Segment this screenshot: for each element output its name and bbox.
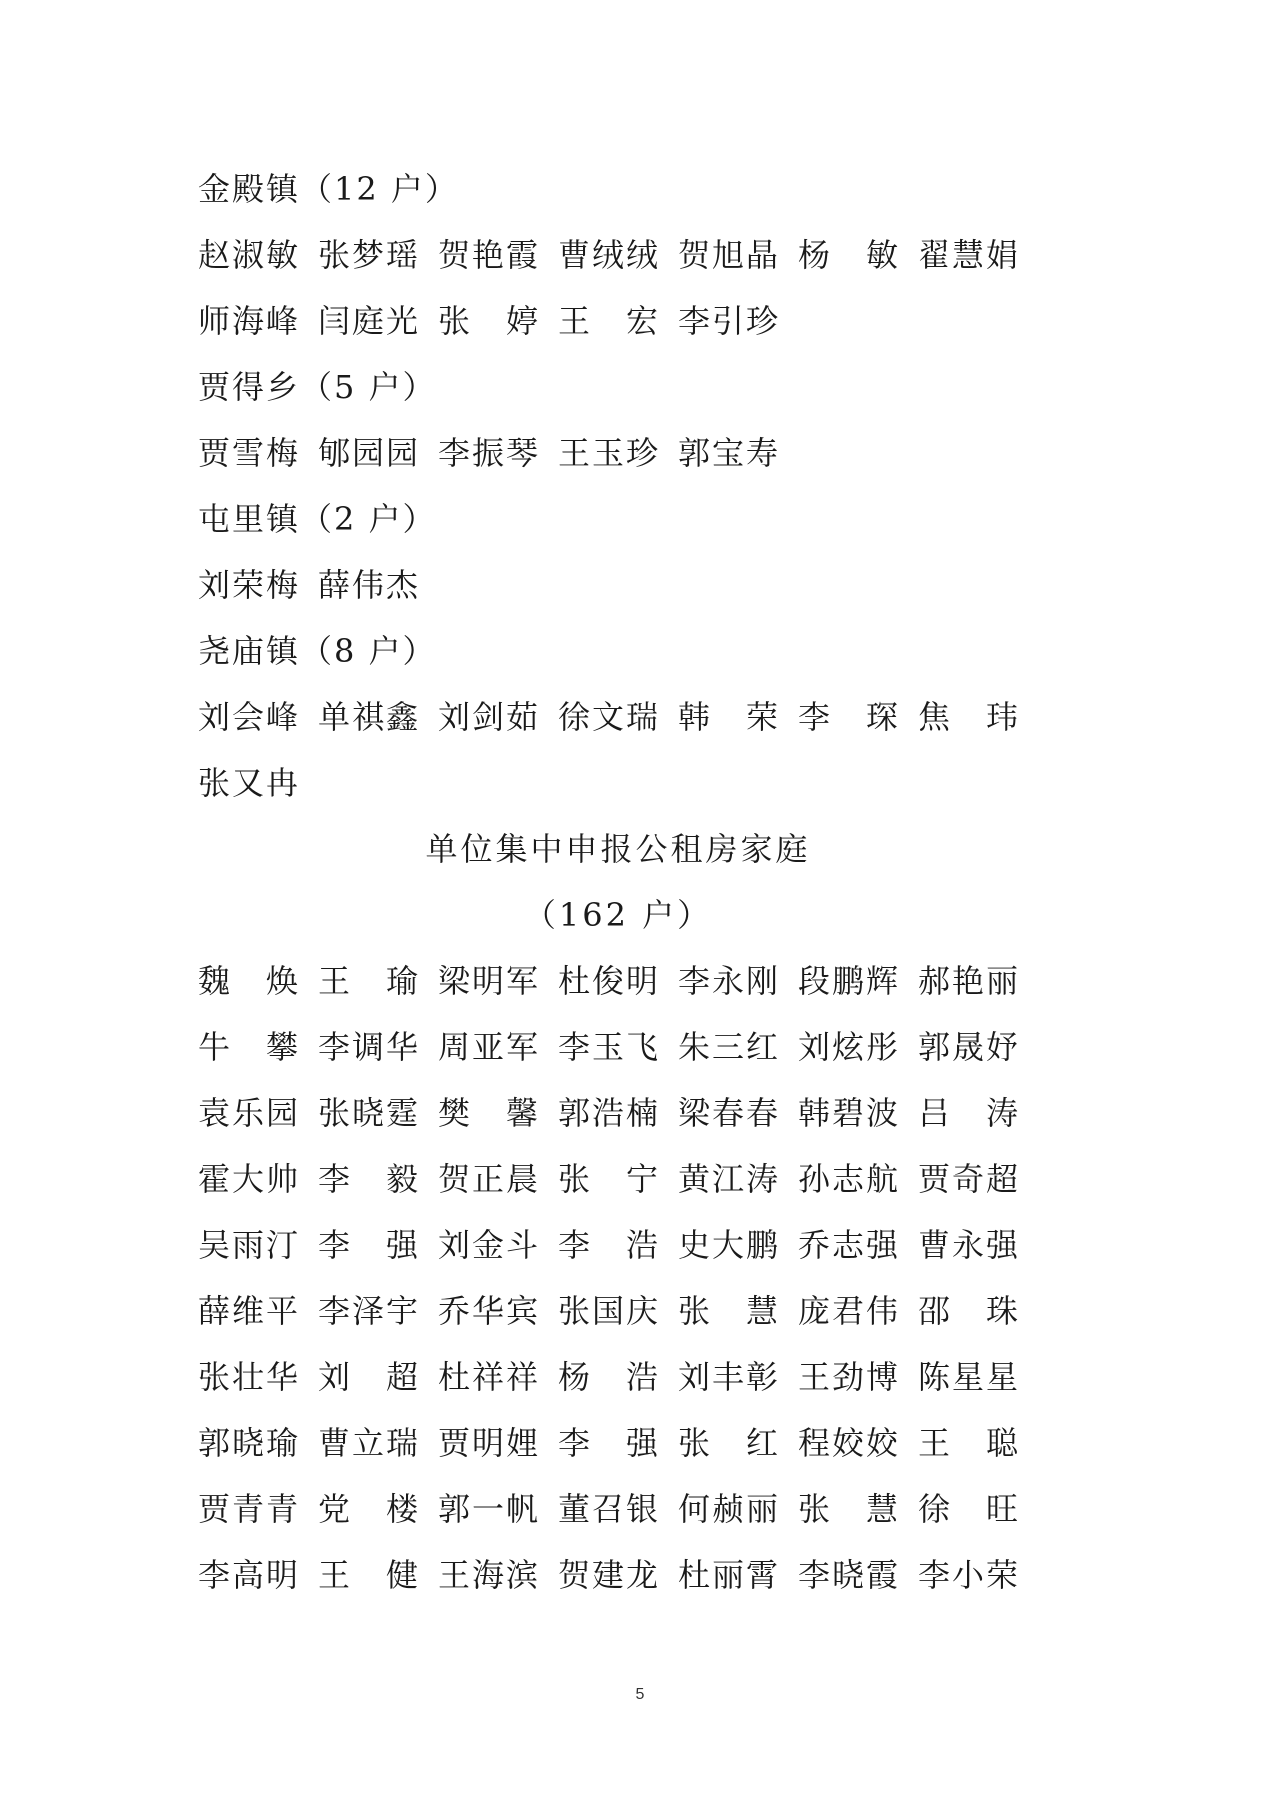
- household-name: 霍大帅: [198, 1160, 301, 1198]
- household-name: 贾青青: [198, 1490, 301, 1528]
- household-name: 王劲博: [798, 1358, 901, 1396]
- household-name: 杜俊明: [558, 962, 661, 1000]
- name-row: [198, 286, 1038, 352]
- household-name: 张 红: [678, 1424, 781, 1462]
- name-row: [198, 1078, 1038, 1144]
- household-name: 刘丰彰: [678, 1358, 781, 1396]
- name-row: [198, 748, 1038, 814]
- household-name: 单祺鑫: [318, 698, 421, 736]
- household-name: 师海峰: [198, 302, 301, 340]
- household-name: 刘金斗: [438, 1226, 541, 1264]
- household-name: 焦 玮: [918, 698, 1021, 736]
- household-name: 徐 旺: [918, 1490, 1021, 1528]
- name-row: [198, 1276, 1038, 1342]
- household-name: 张 宁: [558, 1160, 661, 1198]
- household-name: 梁明军: [438, 962, 541, 1000]
- household-name: 杜丽霄: [678, 1556, 781, 1594]
- household-name: 曹永强: [918, 1226, 1021, 1264]
- household-name: 郭宝寿: [678, 434, 781, 472]
- household-name: 李 强: [318, 1226, 421, 1264]
- household-name: 刘荣梅: [198, 566, 301, 604]
- household-name: 刘剑茹: [438, 698, 541, 736]
- household-name: 张壮华: [198, 1358, 301, 1396]
- household-name: 梁春春: [678, 1094, 781, 1132]
- household-name: 袁乐园: [198, 1094, 301, 1132]
- household-name: 孙志航: [798, 1160, 901, 1198]
- household-name: 贺正晨: [438, 1160, 541, 1198]
- household-name: 朱三红: [678, 1028, 781, 1066]
- household-name: 樊 馨: [438, 1094, 541, 1132]
- name-row: [198, 1540, 1038, 1606]
- household-name: 魏 焕: [198, 962, 301, 1000]
- household-name: 韩 荣: [678, 698, 781, 736]
- household-name: 郇园园: [318, 434, 421, 472]
- household-name: 吴雨汀: [198, 1226, 301, 1264]
- household-name: 刘 超: [318, 1358, 421, 1396]
- household-name: 李晓霞: [798, 1556, 901, 1594]
- household-name: 程姣姣: [798, 1424, 901, 1462]
- household-name: 乔华宾: [438, 1292, 541, 1330]
- household-name: 何赪丽: [678, 1490, 781, 1528]
- household-name: 贺旭晶: [678, 236, 781, 274]
- household-name: 张 婷: [438, 302, 541, 340]
- household-name: 张 慧: [678, 1292, 781, 1330]
- household-name: 李永刚: [678, 962, 781, 1000]
- household-name: 史大鹏: [678, 1226, 781, 1264]
- household-name: 李 浩: [558, 1226, 661, 1264]
- household-name: 贺建龙: [558, 1556, 661, 1594]
- household-name: 杨 浩: [558, 1358, 661, 1396]
- household-name: 薛维平: [198, 1292, 301, 1330]
- household-name: 董召银: [558, 1490, 661, 1528]
- document-body: [198, 154, 1038, 1606]
- household-name: 杨 敏: [798, 236, 901, 274]
- unit-section-title: 单位集中申报公租房家庭: [425, 830, 811, 868]
- household-name: 王 健: [318, 1556, 421, 1594]
- household-name: 张又冉: [198, 764, 301, 802]
- household-name: 邵 珠: [918, 1292, 1021, 1330]
- name-row: [198, 1144, 1038, 1210]
- name-row: [198, 946, 1038, 1012]
- household-name: 李引珍: [678, 302, 781, 340]
- unit-section-count: （162 户）: [523, 896, 713, 934]
- household-name: 李调华: [318, 1028, 421, 1066]
- household-name: 李 琛: [798, 698, 901, 736]
- household-name: 李小荣: [918, 1556, 1021, 1594]
- household-name: 王海滨: [438, 1556, 541, 1594]
- household-name: 李泽宇: [318, 1292, 421, 1330]
- household-name: 郭晓瑜: [198, 1424, 301, 1462]
- household-name: 刘会峰: [198, 698, 301, 736]
- household-name: 吕 涛: [918, 1094, 1021, 1132]
- name-row: [198, 1474, 1038, 1540]
- household-name: 庞君伟: [798, 1292, 901, 1330]
- name-row: [198, 682, 1038, 748]
- household-name: 李高明: [198, 1556, 301, 1594]
- page-number: 5: [635, 1686, 645, 1703]
- household-name: 贺艳霞: [438, 236, 541, 274]
- household-name: 韩碧波: [798, 1094, 901, 1132]
- household-name: 薛伟杰: [318, 566, 421, 604]
- household-name: 张 慧: [798, 1490, 901, 1528]
- household-name: 李 毅: [318, 1160, 421, 1198]
- household-name: 李 强: [558, 1424, 661, 1462]
- household-name: 王 宏: [558, 302, 661, 340]
- household-name: 王玉珍: [558, 434, 661, 472]
- household-name: 张梦瑶: [318, 236, 421, 274]
- household-name: 段鹏辉: [798, 962, 901, 1000]
- household-name: 周亚军: [438, 1028, 541, 1066]
- household-name: 郝艳丽: [918, 962, 1021, 1000]
- household-name: 郭晟妤: [918, 1028, 1021, 1066]
- section-heading: 贾得乡（5 户）: [198, 368, 437, 406]
- household-name: 徐文瑞: [558, 698, 661, 736]
- household-name: 王 瑜: [318, 962, 421, 1000]
- household-name: 曹绒绒: [558, 236, 661, 274]
- household-name: 陈星星: [918, 1358, 1021, 1396]
- household-name: 曹立瑞: [318, 1424, 421, 1462]
- household-name: 牛 攀: [198, 1028, 301, 1066]
- household-name: 刘炫彤: [798, 1028, 901, 1066]
- household-name: 李振琴: [438, 434, 541, 472]
- household-name: 郭一帆: [438, 1490, 541, 1528]
- name-row: [198, 1342, 1038, 1408]
- household-name: 贾明娌: [438, 1424, 541, 1462]
- name-row: [198, 418, 1038, 484]
- household-name: 翟慧娟: [918, 236, 1021, 274]
- household-name: 郭浩楠: [558, 1094, 661, 1132]
- household-name: 贾奇超: [918, 1160, 1021, 1198]
- household-name: 杜祥祥: [438, 1358, 541, 1396]
- household-name: 闫庭光: [318, 302, 421, 340]
- section-heading: 金殿镇（12 户）: [198, 170, 459, 208]
- name-row: [198, 220, 1038, 286]
- household-name: 乔志强: [798, 1226, 901, 1264]
- name-row: [198, 1012, 1038, 1078]
- household-name: 黄江涛: [678, 1160, 781, 1198]
- household-name: 王 聪: [918, 1424, 1021, 1462]
- section-heading: 尧庙镇（8 户）: [198, 632, 437, 670]
- section-heading: 屯里镇（2 户）: [198, 500, 437, 538]
- name-row: [198, 1210, 1038, 1276]
- household-name: 李玉飞: [558, 1028, 661, 1066]
- name-row: [198, 1408, 1038, 1474]
- household-name: 贾雪梅: [198, 434, 301, 472]
- household-name: 党 楼: [318, 1490, 421, 1528]
- household-name: 赵淑敏: [198, 236, 301, 274]
- name-row: [198, 550, 1038, 616]
- household-name: 张晓霆: [318, 1094, 421, 1132]
- household-name: 张国庆: [558, 1292, 661, 1330]
